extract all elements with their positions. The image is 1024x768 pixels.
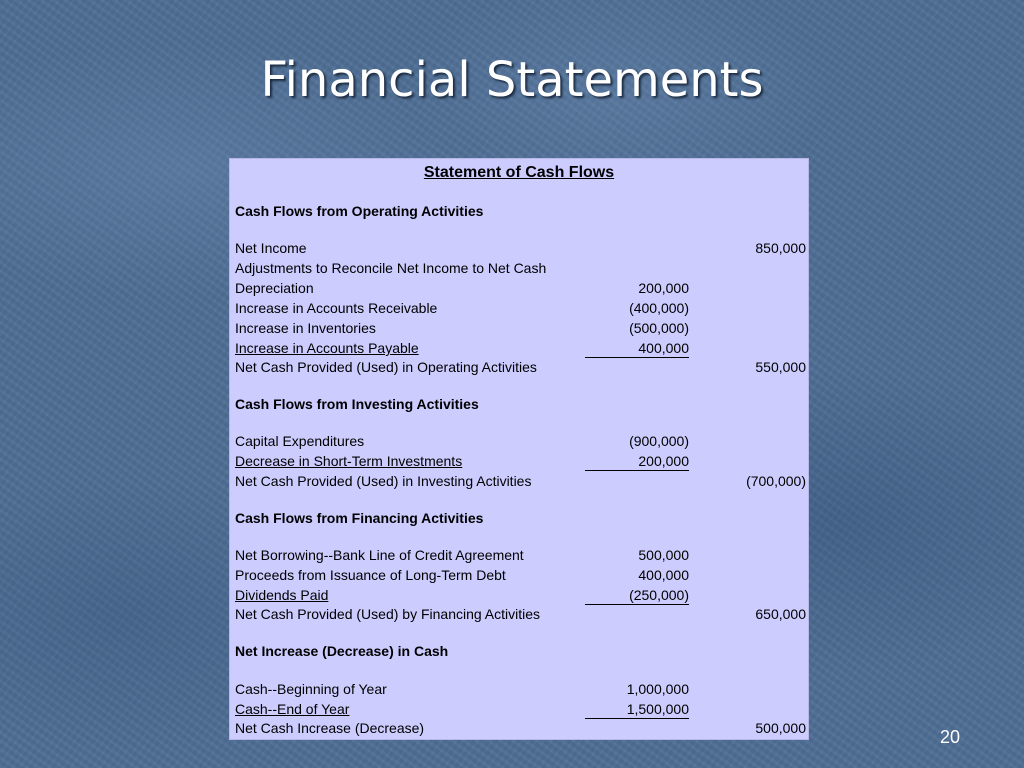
table-row bbox=[230, 340, 808, 360]
row-label: Dividends Paid bbox=[235, 587, 329, 603]
row-label: Net Cash Provided (Used) in Operating Activities bbox=[235, 359, 537, 375]
row-total: 850,000 bbox=[755, 240, 806, 256]
table-row bbox=[230, 300, 808, 320]
table-row bbox=[230, 606, 808, 626]
slide-title: Financial Statements bbox=[260, 52, 764, 108]
row-label: Net Cash Provided (Used) by Financing Activities bbox=[235, 606, 541, 622]
row-amount: 200,000 bbox=[638, 280, 689, 296]
row-total: 500,000 bbox=[755, 720, 806, 736]
operating-heading: Cash Flows from Operating Activities bbox=[235, 203, 484, 219]
table-row bbox=[230, 701, 808, 721]
row-amount: 1,500,000 bbox=[585, 701, 689, 719]
row-label: Cash--Beginning of Year bbox=[235, 681, 387, 697]
row-label: Proceeds from Issuance of Long-Term Debt bbox=[235, 567, 506, 583]
table-row bbox=[230, 587, 808, 607]
table-row bbox=[230, 547, 808, 567]
table-row bbox=[230, 567, 808, 587]
row-label: Increase in Inventories bbox=[235, 320, 376, 336]
row-label: Decrease in Short-Term Investments bbox=[235, 453, 463, 469]
row-total: 550,000 bbox=[755, 359, 806, 375]
table-row bbox=[230, 320, 808, 340]
operating-heading-row bbox=[230, 203, 808, 223]
table-row bbox=[230, 433, 808, 453]
row-label: Net Income bbox=[235, 240, 307, 256]
row-label: Increase in Accounts Payable bbox=[235, 340, 419, 356]
row-amount: (900,000) bbox=[629, 433, 689, 449]
row-label: Net Cash Provided (Used) in Investing Activities bbox=[235, 473, 532, 489]
statement-heading: Statement of Cash Flows bbox=[423, 164, 615, 181]
investing-heading-row bbox=[230, 396, 808, 416]
row-amount: 500,000 bbox=[638, 547, 689, 563]
table-row bbox=[230, 681, 808, 701]
summary-heading: Net Increase (Decrease) in Cash bbox=[235, 643, 449, 659]
row-label: Net Borrowing--Bank Line of Credit Agreement bbox=[235, 547, 524, 563]
financing-heading-row bbox=[230, 510, 808, 530]
row-label: Net Cash Increase (Decrease) bbox=[235, 720, 425, 736]
row-label: Capital Expenditures bbox=[235, 433, 365, 449]
row-amount: (400,000) bbox=[629, 300, 689, 316]
row-label: Increase in Accounts Receivable bbox=[235, 300, 438, 316]
row-label: Depreciation bbox=[235, 280, 314, 296]
row-amount: 400,000 bbox=[585, 340, 689, 358]
row-amount: 200,000 bbox=[585, 453, 689, 471]
table-row bbox=[230, 720, 808, 740]
row-label: Adjustments to Reconcile Net Income to Net Cash bbox=[235, 260, 547, 276]
table-row bbox=[230, 280, 808, 300]
table-row bbox=[230, 240, 808, 260]
financing-heading: Cash Flows from Financing Activities bbox=[235, 510, 484, 526]
summary-heading-row bbox=[230, 643, 808, 663]
row-amount: (500,000) bbox=[629, 320, 689, 336]
row-total: (700,000) bbox=[746, 473, 806, 489]
table-row bbox=[230, 473, 808, 493]
table-row bbox=[230, 453, 808, 473]
table-row bbox=[230, 359, 808, 379]
row-label: Cash--End of Year bbox=[235, 701, 350, 717]
table-row bbox=[230, 260, 808, 280]
row-amount: 1,000,000 bbox=[626, 681, 689, 697]
row-amount: (250,000) bbox=[585, 587, 689, 605]
cash-flow-statement-table bbox=[229, 158, 809, 740]
row-total: 650,000 bbox=[755, 606, 806, 622]
page-number: 20 bbox=[940, 727, 961, 747]
row-amount: 400,000 bbox=[638, 567, 689, 583]
investing-heading: Cash Flows from Investing Activities bbox=[235, 396, 479, 412]
